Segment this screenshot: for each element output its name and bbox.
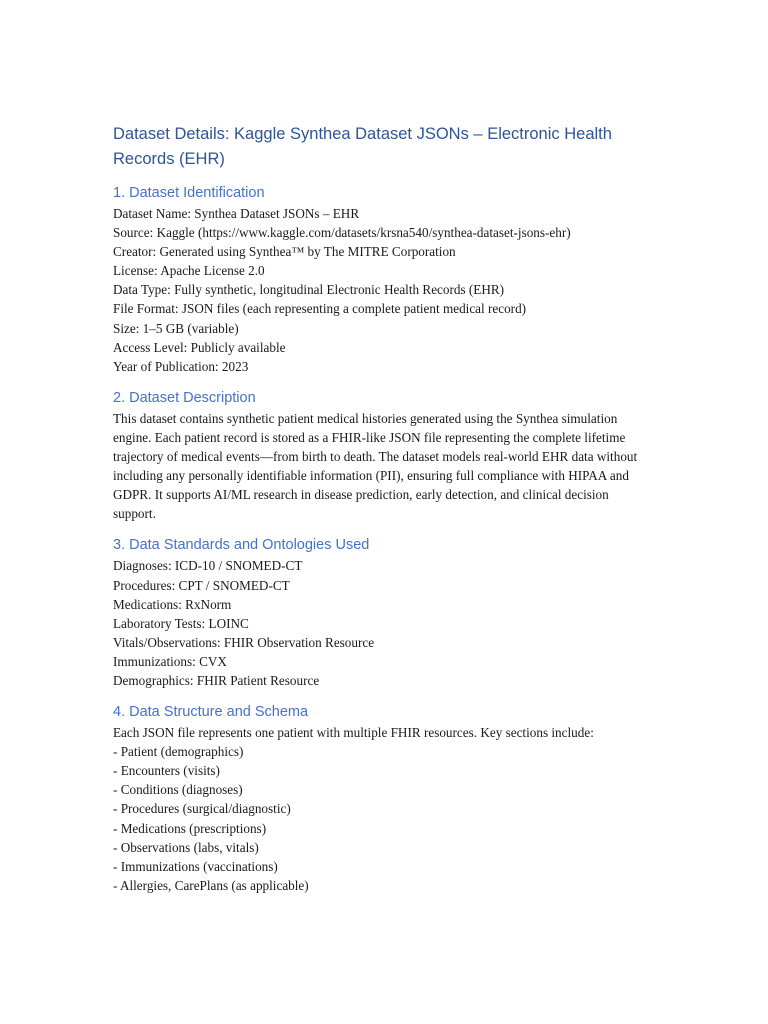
data-structure-list: [113, 723, 673, 895]
immunizations-line: Immunizations: CVX: [113, 653, 227, 669]
source-line: Source: Kaggle (https://www.kaggle.com/datasets/krsna540/synthea-dataset-jsons-ehr): [113, 225, 571, 241]
year-of-publication-line: Year of Publication: 2023: [113, 358, 249, 374]
data-standards-list: [113, 556, 673, 690]
section-heading-dataset-description: 2. Dataset Description: [113, 389, 256, 406]
laboratory-tests-line: Laboratory Tests: LOINC: [113, 615, 249, 631]
dataset-description-paragraph: This dataset contains synthetic patient medical histories generated using the Synthea simulation engine. Each patient record is stored as a FHIR-like JSON file representing the complete lifetime trajectory of medical events—from birth to death. The dataset models real-world EHR data without including any personally identifiable information (PII), ensuring full compliance with HIPAA and GDPR. It supports AI/ML research in disease prediction, early detection, and clinical decision support.: [113, 410, 638, 522]
section-heading-dataset-identification: 1. Dataset Identification: [113, 185, 265, 201]
schema-intro-line: Each JSON file represents one patient with multiple FHIR resources. Key sections include:: [113, 725, 594, 741]
schema-item-patient: - Patient (demographics): [113, 744, 244, 760]
schema-item-encounters: - Encounters (visits): [113, 763, 220, 779]
schema-item-medications: - Medications (prescriptions): [113, 820, 267, 836]
schema-item-observations: - Observations (labs, vitals): [113, 839, 259, 855]
schema-item-conditions: - Conditions (diagnoses): [113, 782, 243, 798]
document-page: [113, 122, 673, 895]
schema-item-immunizations: - Immunizations (vaccinations): [113, 858, 278, 874]
dataset-identification-list: [113, 204, 673, 376]
medications-line: Medications: RxNorm: [113, 596, 232, 612]
access-level-line: Access Level: Publicly available: [113, 339, 286, 355]
license-line: License: Apache License 2.0: [113, 263, 265, 279]
demographics-line: Demographics: FHIR Patient Resource: [113, 672, 320, 688]
document-title: Dataset Details: Kaggle Synthea Dataset JSONs – Electronic Health Records (EHR): [113, 125, 612, 168]
file-format-line: File Format: JSON files (each representing a complete patient medical record): [113, 301, 527, 317]
section-heading-data-structure: 4. Data Structure and Schema: [113, 704, 309, 721]
dataset-name-line: Dataset Name: Synthea Dataset JSONs – EHR: [113, 206, 360, 221]
vitals-observations-line: Vitals/Observations: FHIR Observation Resource: [113, 634, 375, 650]
creator-line: Creator: Generated using Synthea™ by The MITRE Corporation: [113, 244, 456, 260]
schema-item-allergies-careplans: - Allergies, CarePlans (as applicable): [113, 877, 309, 893]
schema-item-procedures: - Procedures (surgical/diagnostic): [113, 801, 291, 817]
diagnoses-line: Diagnoses: ICD-10 / SNOMED-CT: [113, 558, 303, 574]
section-heading-data-standards: 3. Data Standards and Ontologies Used: [113, 537, 370, 554]
procedures-line: Procedures: CPT / SNOMED-CT: [113, 577, 290, 593]
data-type-line: Data Type: Fully synthetic, longitudinal Electronic Health Records (EHR): [113, 282, 505, 298]
size-line: Size: 1–5 GB (variable): [113, 320, 239, 336]
